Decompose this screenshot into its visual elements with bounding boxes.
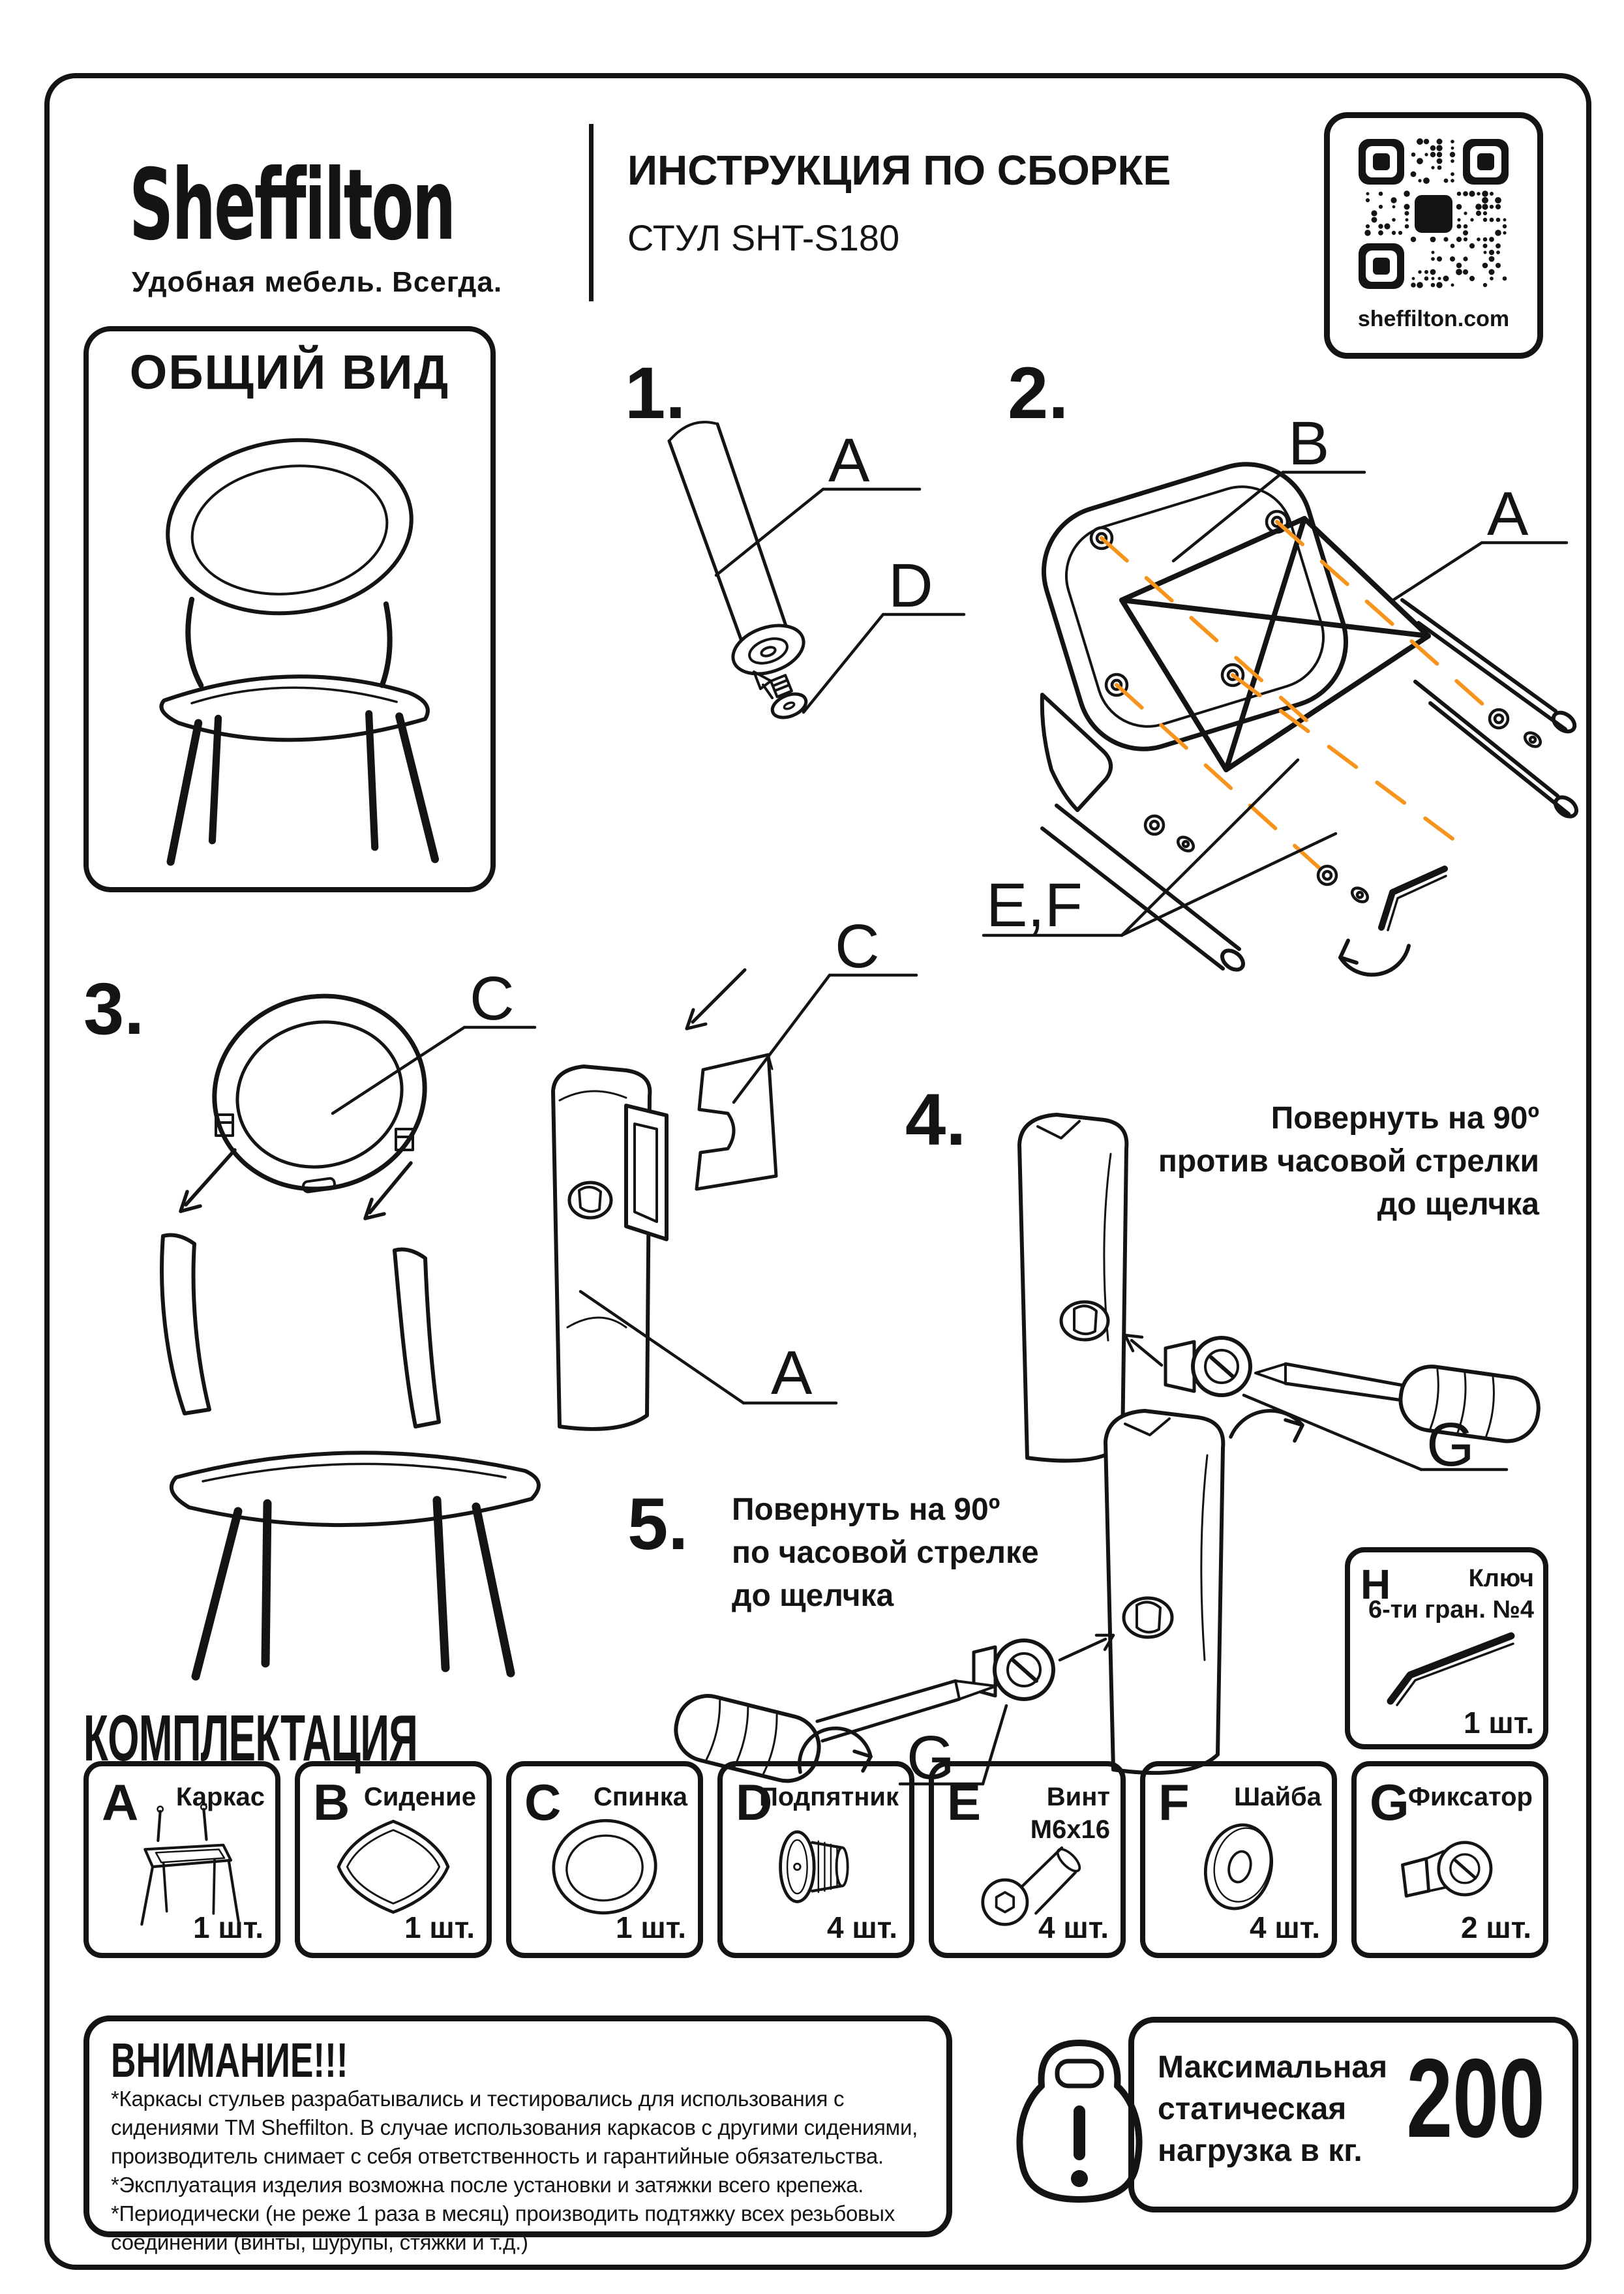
step-1-label-D: D [888,551,933,620]
step-3-diagram [75,956,597,1699]
step-2-number: 2. [1008,352,1069,434]
qr-finder-bottom-left [1359,243,1404,289]
warning-body [111,2085,933,2257]
part-letter: G [1370,1773,1409,1831]
tool-qty: 1 шт. [1464,1706,1534,1740]
overview-chair-drawing [91,417,488,884]
max-load-label [1158,2047,1387,2172]
part-letter: A [102,1773,139,1831]
foot-glide-glyph [769,675,809,722]
hex-key-icon [1381,869,1446,930]
part-name: Шайба [1234,1783,1321,1811]
tool-letter: H [1361,1561,1391,1608]
step-4-instruction-line2: против часовой стрелки [1158,1144,1539,1179]
part-box-b [295,1761,492,1958]
part-name: Сидение [363,1783,476,1811]
detail-label-C: C [835,912,880,981]
brand-logo: Sheffilton [129,149,455,262]
qr-finder-top-left [1359,139,1404,185]
hex-key-icon [1364,1618,1534,1709]
part-icon-seat [325,1811,462,1922]
tool-name [1345,1563,1534,1625]
tool-name-line1: Ключ [1468,1565,1534,1592]
step-3-label-C: C [470,964,515,1033]
qr-center-logo [1413,193,1454,235]
part-box-e [929,1761,1126,1958]
max-load-label-line2: статическая [1158,2092,1347,2126]
step-5-label-G: G [907,1723,955,1792]
step-4-instruction-line1: Повернуть на 90º [1271,1101,1539,1136]
step-2-diagram [959,404,1585,1004]
part-letter: E [947,1773,982,1831]
step-2-label-EF: E,F [986,871,1083,940]
part-letter: F [1158,1773,1190,1831]
qr-finder-top-right [1463,139,1509,185]
step-2-label-B: B [1288,409,1330,478]
qr-code-icon [1352,132,1515,295]
part-box-d [717,1761,914,1958]
product-model: СТУЛ SHT-S180 [627,217,900,258]
part-letter: C [524,1773,562,1831]
part-qty: 1 шт. [616,1910,686,1944]
step-2-label-A: A [1487,479,1529,549]
warning-paragraph-3: *Периодически (не реже 1 раза в месяц) производить подтяжку всех резьбовых соединений (винты, шурупы, стяжки и т.д.) [111,2201,895,2254]
part-letter: B [313,1773,350,1831]
max-load-label-line3: нагрузка в кг. [1158,2134,1362,2168]
part-icon-glide [747,1811,884,1922]
warning-paragraph-1: *Каркасы стульев разрабатывались и тестировались для использования с сидениями ТМ Sheffilton. В случае использования каркасов с другими сидениями, производитель снимает с себя ответственность и гарантийные обязательства. [111,2087,918,2168]
brand-tagline: Удобная мебель. Всегда. [132,266,503,298]
step-4-label-G: G [1426,1410,1475,1477]
part-letter: D [736,1773,773,1831]
warning-title: ВНИМАНИЕ!!! [111,2033,348,2087]
page-title: ИНСТРУКЦИЯ ПО СБОРКЕ [627,147,1171,194]
step-3-number: 3. [83,968,145,1049]
clip-detail-diagram [528,910,920,1438]
part-qty: 4 шт. [827,1910,897,1944]
overview-title: ОБЩИЙ ВИД [129,345,450,399]
part-name: Спинка [593,1783,687,1811]
step-4-number: 4. [905,1079,967,1160]
step-5-instruction-line3: до щелчка [732,1578,894,1613]
part-box-f [1140,1761,1337,1958]
part-name: Фиксатор [1407,1783,1533,1811]
detail-label-A: A [771,1338,813,1408]
fixator-glyph [1165,1338,1250,1395]
max-load-value: 200 [1406,2036,1545,2161]
header-divider [589,124,594,301]
step-5-instruction-line1: Повернуть на 90º [732,1492,1000,1527]
max-load-label-line1: Максимальная [1158,2050,1388,2085]
step-5-instruction-line2: по часовой стрелке [732,1535,1039,1570]
website-url: sheffilton.com [1357,307,1510,331]
part-box-g [1351,1761,1548,1958]
step-1-diagram [607,411,972,731]
step-1-number: 1. [625,352,686,434]
parts-title: КОМПЛЕКТАЦИЯ [83,1702,418,1775]
part-box-c [506,1761,703,1958]
insert-arrow-icon [687,970,745,1029]
part-name: Подпятник [759,1783,899,1811]
warning-paragraph-2: *Эксплуатация изделия возможна после установки и затяжки всего крепежа. [111,2173,864,2197]
part-qty: 2 шт. [1461,1910,1531,1944]
part-name: Каркас [175,1783,265,1811]
part-qty: 1 шт. [193,1910,263,1944]
part-qty: 4 шт. [1038,1910,1109,1944]
step-4-instruction-line3: до щелчка [1377,1187,1539,1222]
insert-arrow-icon [754,672,772,698]
qr-monogram: Sh [1417,201,1451,230]
part-name: Винт М6х16 [1030,1783,1110,1844]
part-box-a [83,1761,280,1958]
step-5-number: 5. [627,1483,689,1565]
tool-name-line2: 6-ти гран. №4 [1368,1596,1534,1623]
rotate-ccw-arrow-icon [1340,941,1409,974]
part-icon-backrest [536,1808,673,1925]
part-qty: 4 шт. [1250,1910,1320,1944]
step-1-label-A: A [828,426,870,495]
part-qty: 1 шт. [404,1910,475,1944]
